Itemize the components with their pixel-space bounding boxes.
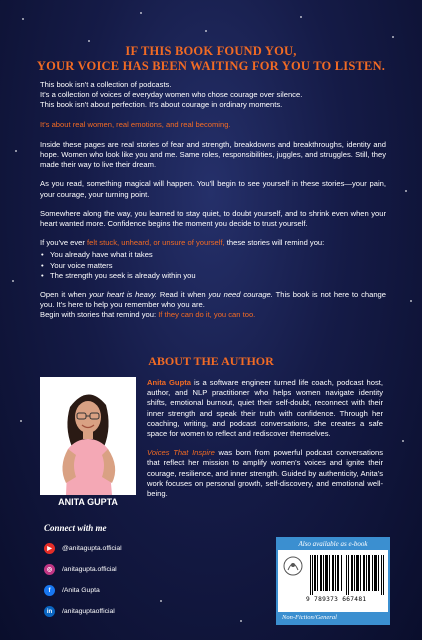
headline: [0, 44, 422, 74]
open-text-e: This book is not here to change you. It's here to help you remember who you are.: [40, 290, 386, 310]
blurb: [40, 80, 386, 330]
about-paragraph-1: [147, 378, 383, 439]
open-text-b: your heart is heavy.: [89, 290, 157, 300]
list-item: • You already have what it takes: [40, 250, 386, 260]
intro-line-2: It's a collection of voices of everyday women who chose courage over silence.: [40, 90, 303, 100]
intro-paragraph: [40, 80, 386, 111]
open-paragraph: [40, 290, 386, 310]
read-paragraph: As you read, something magical will happen. You'll begin to see yourself in these stories—your pain, your courage, your turning point.: [40, 179, 386, 199]
bullet-list: [40, 250, 386, 281]
facebook-handle: /Anita Gupta: [62, 587, 100, 594]
intro-line-1: This book isn't a collection of podcasts.: [40, 80, 172, 89]
about-text: [147, 378, 383, 508]
if-pre: If you've ever: [40, 238, 88, 248]
about-p1-text: is a software engineer turned life coach, podcast host, author, and NLP practitioner who helps women navigate identity shifts, emotional burnout, quiet their self-doubt, reconnect with their inner strength and speak their truth with confidence. Through her coaching, writing, and podcast conversations, she creates a safe space for women to reflect and rediscover themselves.: [147, 378, 384, 439]
youtube-handle: @anitagupta.official: [62, 545, 122, 552]
if-highlight: felt stuck, unheard, or unsure of yourself,: [87, 238, 225, 248]
begin-line: [40, 310, 386, 320]
author-photo: [40, 377, 136, 495]
isbn-number: 9 789373 667481: [306, 596, 367, 603]
inside-paragraph: Inside these pages are real stories of fear and strength, breakdowns and breakthroughs, identity and hope. Women who look like you and me. Same roles, responsibilities, juggles, and struggles. Still, they made their way to live their dream.: [40, 139, 386, 170]
barcode-box: [276, 537, 390, 625]
author-name: ANITA GUPTA: [58, 497, 118, 507]
begin-pre: Begin with stories that remind you:: [40, 310, 159, 320]
headline-line-1: IF THIS BOOK FOUND YOU,: [125, 44, 297, 58]
open-text-d: you need courage.: [208, 290, 273, 300]
youtube-icon: ▶: [44, 543, 55, 554]
linkedin-handle: /anitaguptaofficial: [62, 608, 115, 615]
connect-title: Connect with me: [44, 523, 107, 533]
somewhere-paragraph: Somewhere along the way, you learned to stay quiet, to doubt yourself, and to shrink even when your heart wanted more. Confidence begins the moment you decide to trust yourself.: [40, 208, 386, 229]
begin-highlight: If they can do it, you can too.: [158, 310, 256, 320]
open-text-a: Open it when: [40, 290, 90, 300]
social-instagram[interactable]: [44, 559, 122, 580]
about-paragraph-2: [147, 448, 383, 499]
if-post: these stories will remind you:: [224, 238, 325, 248]
social-youtube[interactable]: [44, 538, 122, 559]
about-p2-text: was born from powerful podcast conversations that reflect her mission to amplify women's voices and ignite their courage, resilience, and inner strength. Guided by authenticity, Anita's work focuses on personal growth, self-discovery, and emotional well-being.: [147, 448, 384, 499]
social-linkedin[interactable]: [44, 601, 122, 622]
ebook-note: Also available as e-book: [278, 539, 388, 550]
publisher-logo-icon: [282, 556, 304, 582]
open-text-c: Read it when: [157, 290, 209, 300]
list-item: • The strength you seek is already within you: [40, 271, 386, 281]
facebook-icon: f: [44, 585, 55, 596]
about-title: ABOUT THE AUTHOR: [148, 354, 274, 368]
social-facebook[interactable]: [44, 580, 122, 601]
about-author-name: Anita Gupta: [147, 378, 191, 387]
intro-line-3: This book isn't about perfection. It's about courage in ordinary moments.: [40, 100, 283, 110]
headline-line-2: YOUR VOICE HAS BEEN WAITING FOR YOU TO LISTEN.: [36, 59, 386, 73]
book-title: Voices That Inspire: [147, 448, 215, 458]
tagline: It's about real women, real emotions, and real becoming.: [40, 119, 231, 129]
instagram-icon: ◎: [44, 564, 55, 575]
instagram-handle: /anitagupta.official: [62, 566, 117, 573]
social-list: [44, 538, 122, 622]
linkedin-icon: in: [44, 606, 55, 617]
list-item: • Your voice matters: [40, 261, 386, 271]
if-paragraph: [40, 238, 386, 248]
barcode-icon: [310, 555, 386, 595]
genre-label: Non-Fiction/General: [278, 612, 388, 623]
